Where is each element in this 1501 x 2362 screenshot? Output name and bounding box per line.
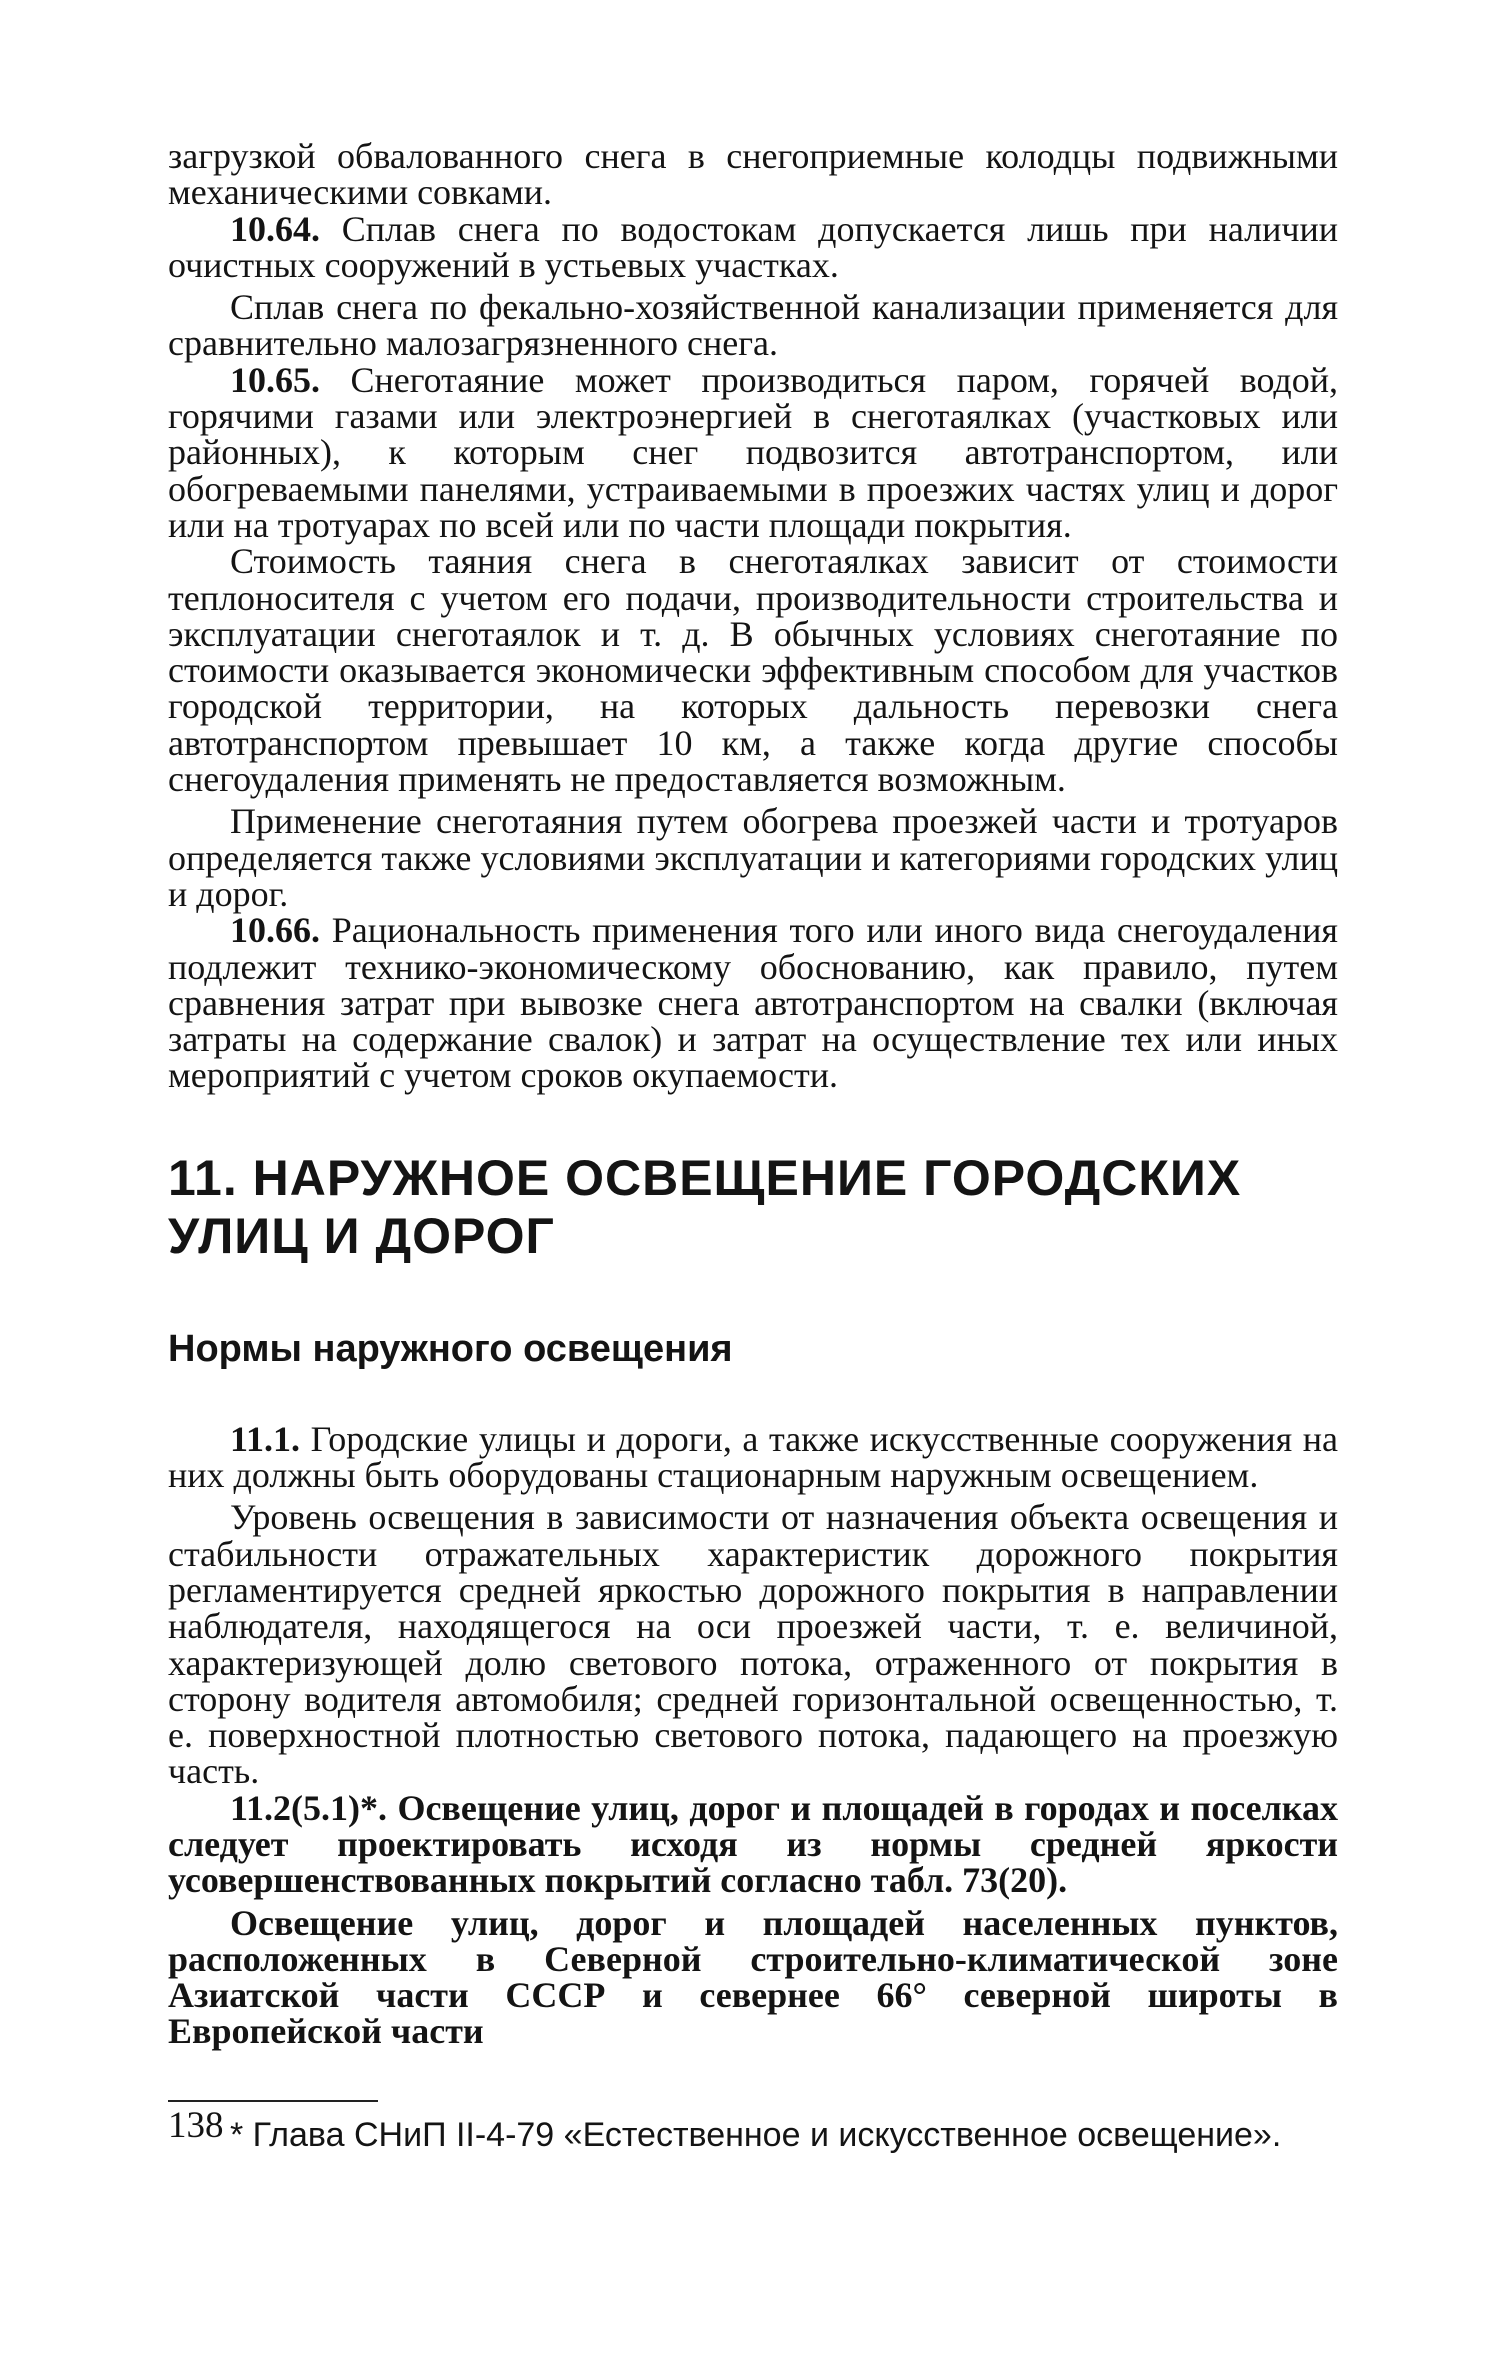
section-heading-line-1: 11. НАРУЖНОЕ ОСВЕЩЕНИЕ ГОРОДСКИХ: [168, 1149, 1242, 1206]
paragraph-light-level: Уровень освещения в зависимости от назначения объекта освещения и стабильности отражательных характеристик дорожного покрытия регламентируется средней яркостью дорожного покрытия в направлении наблюдателя, находящегося на оси проезжей части, т. е. величиной, характеризующей долю светового потока, отраженного от покрытия в сторону водителя автомобиля; средней горизонтальной освещенностью, т. е. поверхностной плотностью светового потока, падающего на проезжую часть.: [168, 1497, 1338, 1792]
subsection-heading: Нормы наружного освещения: [168, 1327, 733, 1370]
clause-number: 10.66.: [230, 910, 320, 951]
clause-number: 11.1.: [230, 1418, 301, 1459]
clause-text: Сплав снега по водостокам допускается лишь при наличии очистных сооружений в устьевых участках.: [168, 208, 1338, 285]
page-body: [168, 138, 1338, 2155]
clause-number: 10.65.: [230, 359, 320, 400]
paragraph-11-1: [168, 1418, 1338, 1496]
paragraph-melt-cost: Стоимость таяния снега в снеготаялках зависит от стоимости теплоносителя с учетом его подачи, производительности строительства и эксплуатации снеготаялок и т. д. В обычных условиях снеготаяние по стоимости оказывается экономически эффективным способом для участков городской территории, на которых дальность перевозки снега автотранспортом превышает 10 км, а также когда другие способы снегоудаления применять не предоставляется возможным.: [168, 541, 1338, 800]
paragraph-continued: загрузкой обвалованного снега в снегоприемные колодцы подвижными механическими совками.: [168, 136, 1338, 213]
clause-text: Снеготаяние может производиться паром, горячей водой, горячими газами или электроэнергией в снеготаялках (участковых или районных), к которым снег подвозится автотранспортом, или обогреваемыми панелями, устраиваемыми в проезжих частях улиц и дорог или на тротуарах по всей или по части площади покрытия.: [168, 359, 1338, 545]
footnote-divider: [168, 2100, 378, 2102]
section-heading: [168, 1149, 1338, 1265]
paragraph-10-64: [168, 208, 1338, 285]
footnote: * Глава СНиП II-4-79 «Естественное и искусственное освещение».: [230, 2115, 1282, 2154]
paragraph-sewer-melt: Сплав снега по фекально-хозяйственной канализации применяется для сравнительно малозагрязненного снега.: [168, 287, 1338, 364]
paragraph-11-2: 11.2(5.1)*. Освещение улиц, дорог и площадей в городах и поселках следует проектировать исходя из нормы средней яркости усовершенствованных покрытий согласно табл. 73(20).: [168, 1787, 1338, 1901]
section-heading-line-2: УЛИЦ И ДОРОГ: [168, 1207, 555, 1264]
paragraph-heating-use: Применение снеготаяния путем обогрева проезжей части и тротуаров определяется также условиями эксплуатации и категориями городских улиц и дорог.: [168, 801, 1338, 914]
paragraph-north-zone: Освещение улиц, дорог и площадей населенных пунктов, расположенных в Северной строительно-климатической зоне Азиатской части СССР и севернее 66° северной широты в Европейской части: [168, 1902, 1338, 2052]
page-number: 138: [168, 2105, 224, 2146]
clause-text: Городские улицы и дороги, а также искусственные сооружения на них должны быть оборудованы стационарным наружным освещением.: [168, 1418, 1338, 1496]
clause-text: Рациональность применения того или иного вида снегоудаления подлежит технико-экономическому обоснованию, как правило, путем сравнения затрат при вывозке снега автотранспортом на свалки (включая затраты на содержание свалок) и затрат на осуществление тех или иных мероприятий с учетом сроков окупаемости.: [168, 910, 1338, 1096]
clause-number: 10.64.: [230, 208, 320, 249]
paragraph-10-66: [168, 910, 1338, 1096]
paragraph-10-65: [168, 359, 1338, 545]
